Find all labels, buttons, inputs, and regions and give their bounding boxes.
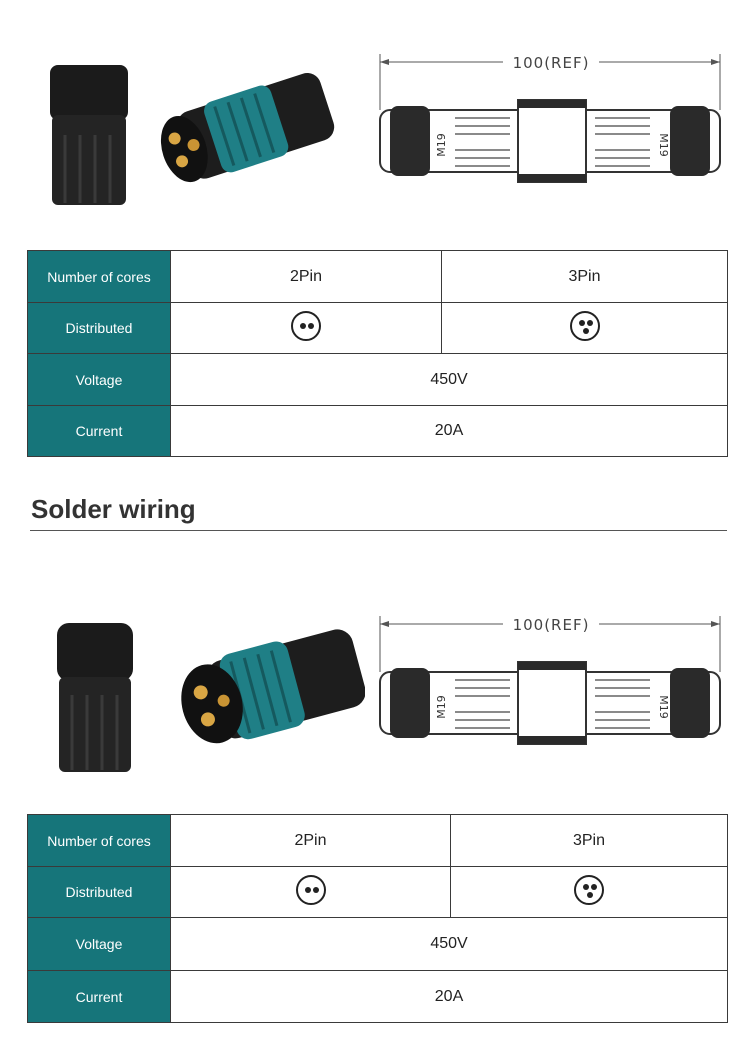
current-value: 20A	[171, 406, 728, 457]
current-value: 20A	[171, 971, 728, 1023]
cell-3pin: 3Pin	[442, 251, 728, 303]
row-label-voltage: Voltage	[28, 354, 171, 406]
product-photo-connector-1	[40, 55, 350, 220]
voltage-value: 450V	[171, 354, 728, 406]
cell-3pin: 3Pin	[451, 815, 728, 867]
technical-drawing-2	[375, 612, 725, 752]
spec-table-1	[27, 250, 728, 457]
dimension-label: 100(REF)	[512, 616, 590, 634]
spec-table-2	[27, 814, 728, 1023]
section-title: Solder wiring	[31, 494, 196, 524]
cell-2pin: 2Pin	[171, 251, 442, 303]
three-pin-layout-icon	[574, 875, 604, 905]
section-divider	[30, 530, 727, 531]
row-label-voltage: Voltage	[28, 918, 171, 971]
row-label-cores: Number of cores	[28, 251, 171, 303]
technical-drawing-1	[375, 50, 725, 190]
row-label-cores: Number of cores	[28, 815, 171, 867]
two-pin-layout-icon	[296, 875, 326, 905]
product-photo-connector-2	[45, 615, 365, 785]
dimension-label: 100(REF)	[512, 54, 590, 72]
cell-2pin: 2Pin	[171, 815, 451, 867]
thread-mark-left: M19	[435, 133, 448, 157]
row-label-distributed: Distributed	[28, 303, 171, 354]
two-pin-layout-icon	[291, 311, 321, 341]
thread-mark-left: M19	[435, 695, 448, 719]
thread-mark-right: M19	[657, 695, 670, 719]
row-label-distributed: Distributed	[28, 867, 171, 918]
row-label-current: Current	[28, 406, 171, 457]
three-pin-layout-icon	[570, 311, 600, 341]
row-label-current: Current	[28, 971, 171, 1023]
thread-mark-right: M19	[657, 133, 670, 157]
voltage-value: 450V	[171, 918, 728, 971]
